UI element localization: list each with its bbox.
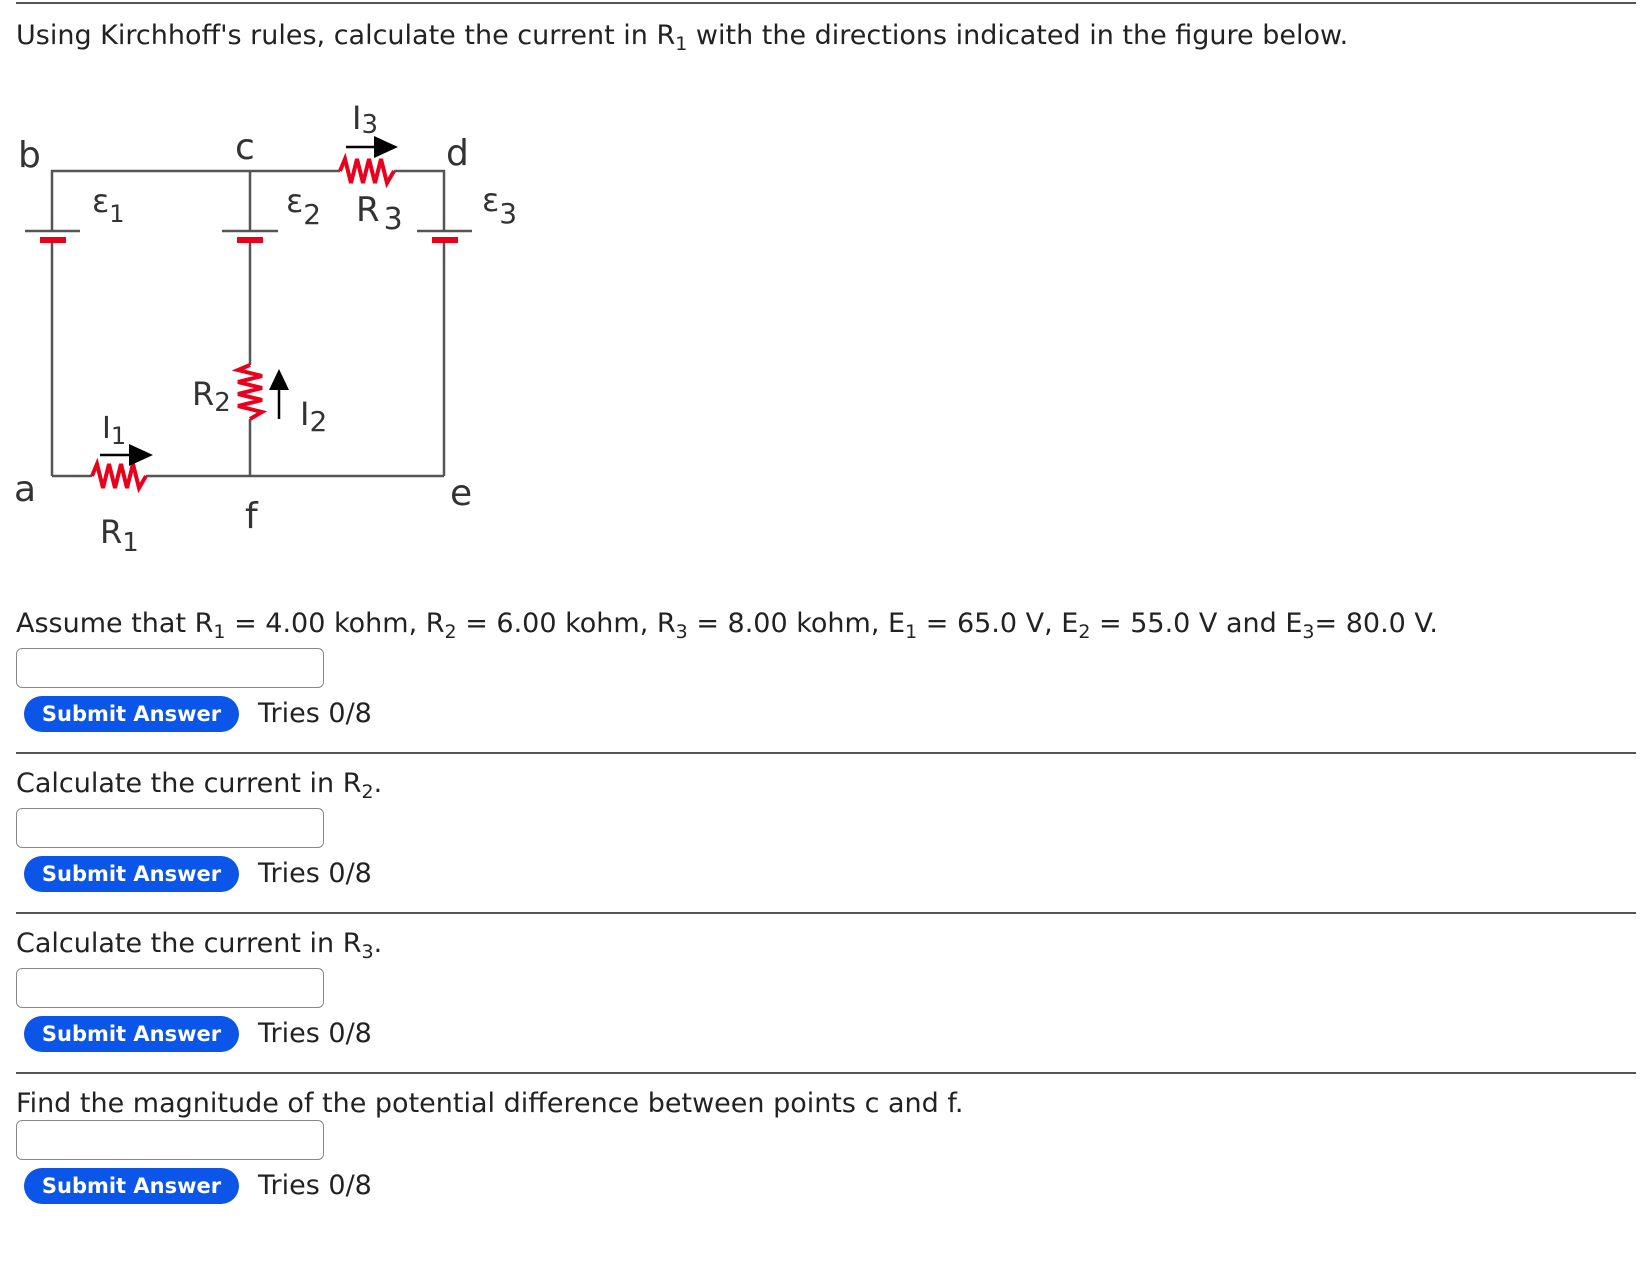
emf3-label: ε3 xyxy=(482,181,518,230)
prompt-r3-current: Calculate the current in $R_3$. xyxy=(16,928,383,963)
tries-counter-3: Tries 0/8 xyxy=(258,1018,372,1049)
resistor-r1 xyxy=(92,464,146,488)
divider-1 xyxy=(16,752,1636,754)
answer-input-potential-difference[interactable] xyxy=(16,1120,324,1160)
submit-answer-button-1[interactable]: Submit Answer xyxy=(24,696,239,732)
assumption-text: Assume that $R_1 = 4.00$ kohm, $R_2 = 6.00$ kohm, $R_3 = 8.00$ kohm, $E_1 = 65.0$ V, $E_2 = 55.0$ V and $E_3= 80.0$ V. xyxy=(16,608,1438,643)
r2-label: R2 xyxy=(192,375,231,418)
top-divider xyxy=(16,2,1636,4)
tries-counter-1: Tries 0/8 xyxy=(258,698,372,729)
current-arrow-i1 xyxy=(100,444,153,466)
submit-answer-button-3[interactable]: Submit Answer xyxy=(24,1016,239,1052)
tries-counter-4: Tries 0/8 xyxy=(258,1170,372,1201)
battery-emf3 xyxy=(417,231,472,243)
resistor-r2 xyxy=(238,365,262,419)
prompt-potential-difference: Find the magnitude of the potential difference between points c and f. xyxy=(16,1088,964,1119)
divider-2 xyxy=(16,912,1636,914)
submit-answer-button-2[interactable]: Submit Answer xyxy=(24,856,239,892)
emf1-label: $\varepsilon_1$ xyxy=(92,182,125,228)
node-b-label: b xyxy=(18,135,41,176)
node-e-label: e xyxy=(450,473,473,514)
tries-counter-2: Tries 0/8 xyxy=(258,858,372,889)
battery-emf1 xyxy=(25,231,80,243)
node-d-label: d xyxy=(446,133,469,174)
question-intro: Using Kirchhoff's rules, calculate the current in $R_1$ with the directions indicated in the figure below. xyxy=(16,20,1349,55)
node-c-label: c xyxy=(235,127,255,168)
r3-label: R 3 xyxy=(356,190,403,237)
prompt-r2-current: Calculate the current in $R_2$. xyxy=(16,768,383,803)
answer-input-r2-current[interactable] xyxy=(16,808,324,848)
i3-label: I3 xyxy=(352,99,378,140)
node-f-label: f xyxy=(245,496,258,537)
circuit-diagram xyxy=(0,85,560,565)
i2-label: I2 xyxy=(300,395,328,438)
emf2-label: ε2 xyxy=(286,182,322,231)
resistor-r3 xyxy=(340,159,394,183)
r1-label: $R_1$ xyxy=(100,513,139,558)
submit-answer-button-4[interactable]: Submit Answer xyxy=(24,1168,239,1204)
answer-input-r1-current[interactable] xyxy=(16,648,324,688)
node-a-label: a xyxy=(14,469,37,510)
divider-3 xyxy=(16,1072,1636,1074)
answer-input-r3-current[interactable] xyxy=(16,968,324,1008)
current-arrow-i2 xyxy=(269,369,289,419)
i1-label: $I_1$ xyxy=(102,411,127,450)
battery-emf2 xyxy=(222,231,278,243)
